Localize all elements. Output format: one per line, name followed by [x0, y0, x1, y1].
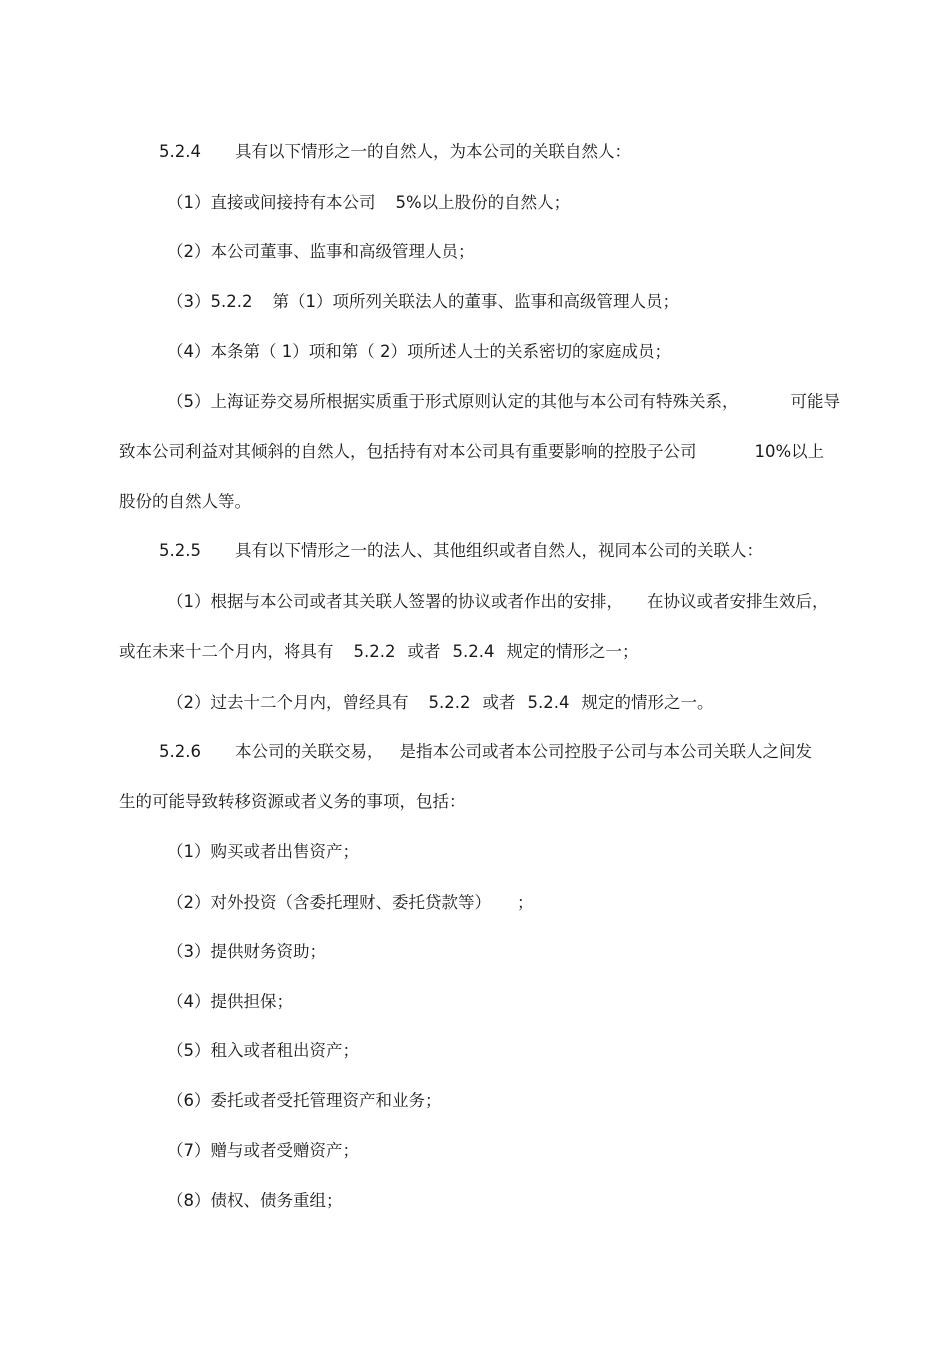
- clause-ref: 5.2.4: [527, 693, 570, 712]
- item-text: （3）5.2.2: [166, 292, 253, 311]
- item-text: （3）提供财务资助；: [166, 942, 326, 961]
- item-text: （6）委托或者受托管理资产和业务；: [166, 1091, 442, 1110]
- item-text: （4）本条第（ 1）项和第（ 2）项所述人士的关系密切的家庭成员；: [166, 342, 671, 361]
- item-text: （2）本公司董事、监事和高级管理人员；: [166, 242, 475, 261]
- s526-item-8: [146, 1171, 342, 1231]
- item-text: 或在未来十二个月内，将具有: [118, 642, 334, 661]
- clause-text: 具有以下情形之一的自然人，为本公司的关联自然人：: [234, 142, 631, 161]
- item-text-cont: 第（1）项所列关联法人的董事、监事和高级管理人员；: [272, 292, 679, 311]
- item-text-cont: 5%以上股份的自然人；: [395, 193, 571, 212]
- clause-text-cont: 是指本公司或者本公司控股子公司与本公司关联人之间发: [399, 742, 812, 761]
- item-text-cont: 在协议或者安排生效后，: [646, 592, 829, 611]
- item-text: （2）过去十二个月内，曾经具有: [166, 693, 409, 712]
- item-text-cont: 规定的情形之一。: [581, 693, 714, 712]
- item-text-cont: 或者: [407, 642, 441, 661]
- item-text: （1）直接或间接持有本公司: [166, 193, 376, 212]
- clause-text: 本公司的关联交易，: [234, 742, 384, 761]
- item-text: （4）提供担保；: [166, 992, 293, 1011]
- item-text-cont: 或者: [482, 693, 516, 712]
- item-text-cont: 规定的情形之一；: [506, 642, 639, 661]
- clause-ref: 5.2.4: [452, 642, 495, 661]
- item-text: （8）债权、债务重组；: [166, 1191, 343, 1210]
- clause-ref: 5.2.2: [353, 642, 396, 661]
- clause-text: 具有以下情形之一的法人、其他组织或者自然人，视同本公司的关联人：: [234, 541, 763, 560]
- clause-number: 5.2.4: [158, 142, 201, 161]
- item-text-cont: 可能导: [790, 392, 840, 411]
- item-text: （1）购买或者出售资产；: [166, 842, 359, 861]
- item-text-cont: 10%以上: [754, 442, 825, 461]
- item-text: （5）租入或者租出资产；: [166, 1041, 359, 1060]
- item-text: （7）赠与或者受赠资产；: [166, 1141, 359, 1160]
- item-text: 股份的自然人等。: [118, 492, 251, 511]
- clause-text-cont: 生的可能导致转移资源或者义务的事项，包括：: [118, 792, 466, 811]
- clause-number: 5.2.6: [158, 742, 201, 761]
- clause-number: 5.2.5: [158, 541, 201, 560]
- item-text-tail: ；: [516, 893, 534, 912]
- item-text: （5）上海证券交易所根据实质重于形式原则认定的其他与本公司有特殊关系，: [166, 392, 739, 411]
- clause-ref: 5.2.2: [428, 693, 471, 712]
- item-text: 致本公司利益对其倾斜的自然人，包括持有对本公司具有重要影响的控股子公司: [118, 442, 697, 461]
- item-text: （1）根据与本公司或者其关联人签署的协议或者作出的安排，: [166, 592, 623, 611]
- item-text: （2）对外投资（含委托理财、委托贷款等）: [166, 893, 491, 912]
